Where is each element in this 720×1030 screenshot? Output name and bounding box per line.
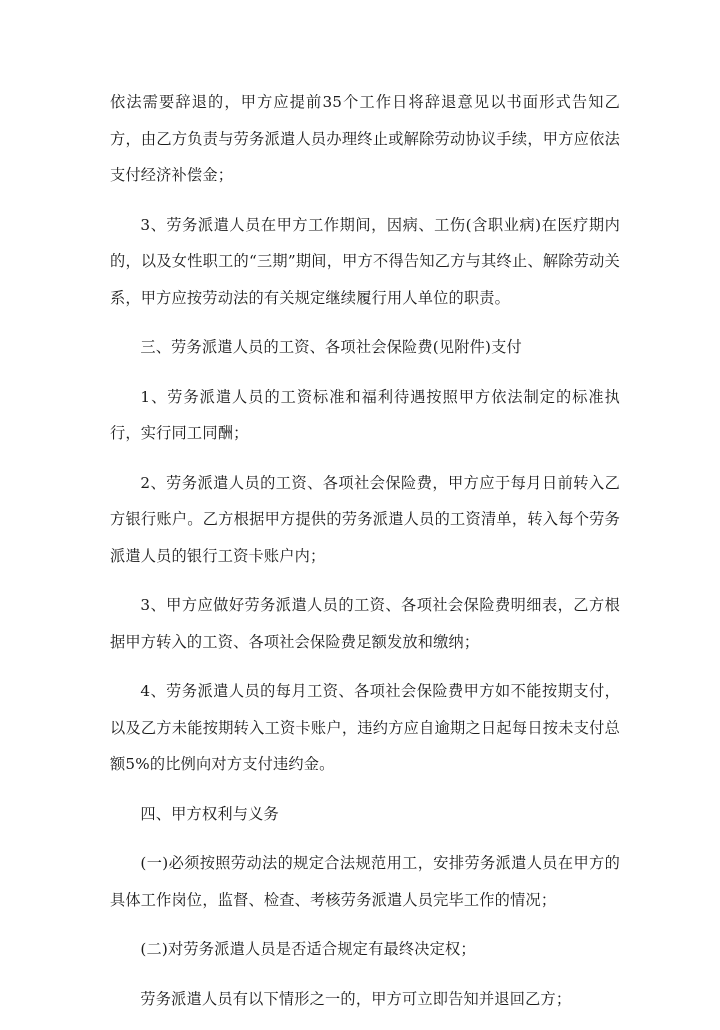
paragraph-dismissal-notice: 依法需要辞退的，甲方应提前35个工作日将辞退意见以书面形式告知乙方，由乙方负责与劳务派遣人员办理终止或解除劳动协议手续，甲方应依法支付经济补偿金； (110, 93, 620, 184)
section-heading-wages: 三、劳务派遣人员的工资、各项社会保险费(见附件)支付 (140, 338, 522, 356)
paragraph-rights-item-1: (一)必须按照劳动法的规定合法规范用工，安排劳务派遣人员在甲方的具体工作岗位，监督、检查、考核劳务派遣人员完毕工作的情况； (110, 854, 620, 909)
paragraph-wage-clause-3: 3、甲方应做好劳务派遣人员的工资、各项社会保险费明细表，乙方根据甲方转入的工资、各项社会保险费足额发放和缴纳； (110, 596, 620, 651)
paragraph-clause-3-protection: 3、劳务派遣人员在甲方工作期间，因病、工伤(含职业病)在医疗期内的，以及女性职工的“三期”期间，甲方不得告知乙方与其终止、解除劳动关系，甲方应按劳动法的有关规定继续履行用人单位的职责。 (110, 215, 620, 307)
section-heading-party-a-rights: 四、甲方权利与义务 (140, 804, 279, 823)
paragraph-wage-clause-4: 4、劳务派遣人员的每月工资、各项社会保险费甲方如不能按期支付，以及乙方未能按期转入工资卡账户，违约方应自逾期之日起每日按未支付总额5%的比例向对方支付违约金。 (110, 682, 620, 773)
paragraph-return-conditions: 劳务派遣人员有以下情形之一的，甲方可立即告知并退回乙方； (140, 989, 572, 1008)
paragraph-rights-item-2: (二)对劳务派遣人员是否适合规定有最终决定权； (140, 940, 476, 958)
document-body (110, 84, 620, 1030)
paragraph-wage-clause-1: 1、劳务派遣人员的工资标准和福利待遇按照甲方依法制定的标准执行，实行同工同酬； (110, 387, 620, 442)
paragraph-wage-clause-2: 2、劳务派遣人员的工资、各项社会保险费，甲方应于每月日前转入乙方银行账户。乙方根据甲方提供的劳务派遣人员的工资清单，转入每个劳务派遣人员的银行工资卡账户内； (110, 473, 620, 565)
